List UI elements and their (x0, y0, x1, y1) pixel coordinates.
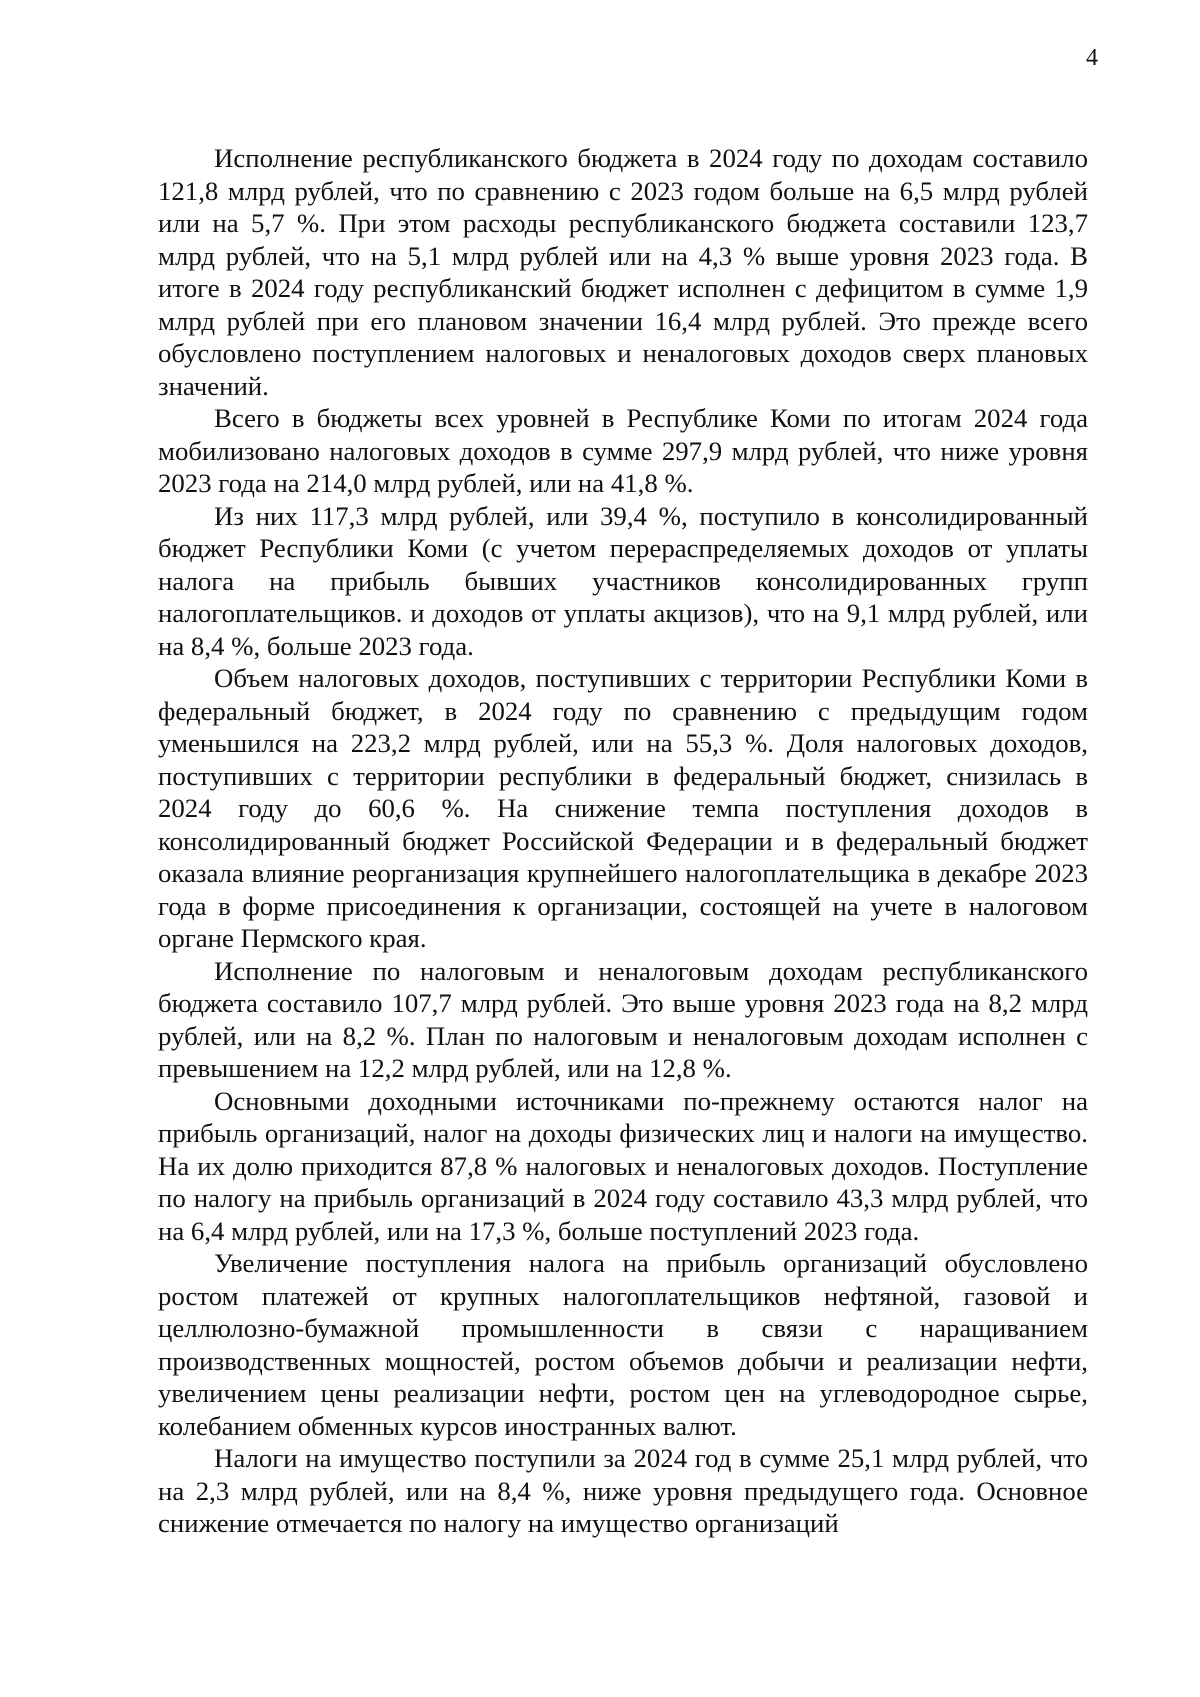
paragraph: Исполнение республиканского бюджета в 2024 году по доходам составило 121,8 млрд рублей, что по сравнению с 2023 годом больше на 6,5 млрд рублей или на 5,7 %. При этом расходы республиканского бюджета составили 123,7 млрд рублей, что на 5,1 млрд рублей или на 4,3 % выше уровня 2023 года. В итоге в 2024 году республиканский бюджет исполнен с дефицитом в сумме 1,9 млрд рублей при его плановом значении 16,4 млрд рублей. Это прежде всего обусловлено поступлением налоговых и неналоговых доходов сверх плановых значений. (158, 143, 1088, 401)
paragraph: Исполнение по налоговым и неналоговым доходам республиканского бюджета составило 107,7 млрд рублей. Это выше уровня 2023 года на 8,2 млрд рублей, или на 8,2 %. План по налоговым и неналоговым доходам исполнен с превышением на 12,2 млрд рублей, или на 12,8 %. (158, 955, 1088, 1083)
paragraph: Из них 117,3 млрд рублей, или 39,4 %, поступило в консолидированный бюджет Республики Коми (с учетом перераспределяемых доходов от уплаты налога на прибыль бывших участников консолидированных групп налогоплательщиков. и доходов от уплаты акцизов), что на 9,1 млрд рублей, или на 8,4 %, больше 2023 года. (158, 500, 1088, 661)
paragraph: Всего в бюджеты всех уровней в Республике Коми по итогам 2024 года мобилизовано налоговых доходов в сумме 297,9 млрд рублей, что ниже уровня 2023 года на 214,0 млрд рублей, или на 41,8 %. (158, 403, 1088, 498)
page-number: 4 (1086, 45, 1098, 71)
paragraph: Налоги на имущество поступили за 2024 год в сумме 25,1 млрд рублей, что на 2,3 млрд рублей, или на 8,4 %, ниже уровня предыдущего года. Основное снижение отмечается по налогу на имущество организаций (158, 1443, 1088, 1538)
paragraph: Увеличение поступления налога на прибыль организаций обусловлено ростом платежей от крупных налогоплательщиков нефтяной, газовой и целлюлозно-бумажной промышленности в связи с наращиванием производственных мощностей, ростом объемов добычи и реализации нефти, увеличением цены реализации нефти, ростом цен на углеводородное сырье, колебанием обменных курсов иностранных валют. (158, 1248, 1088, 1441)
paragraph: Основными доходными источниками по-прежнему остаются налог на прибыль организаций, налог на доходы физических лиц и налоги на имущество. На их долю приходится 87,8 % налоговых и неналоговых доходов. Поступление по налогу на прибыль организаций в 2024 году составило 43,3 млрд рублей, что на 6,4 млрд рублей, или на 17,3 %, больше поступлений 2023 года. (158, 1085, 1088, 1246)
document-body (158, 142, 1088, 1540)
paragraph: Объем налоговых доходов, поступивших с территории Республики Коми в федеральный бюджет, в 2024 году по сравнению с предыдущим годом уменьшился на 223,2 млрд рублей, или на 55,3 %. Доля налоговых доходов, поступивших с территории республики в федеральный бюджет, снизилась в 2024 году до 60,6 %. На снижение темпа поступления доходов в консолидированный бюджет Российской Федерации и в федеральный бюджет оказала влияние реорганизация крупнейшего налогоплательщика в декабре 2023 года в форме присоединения к организации, состоящей на учете в налоговом органе Пермского края. (158, 663, 1088, 953)
